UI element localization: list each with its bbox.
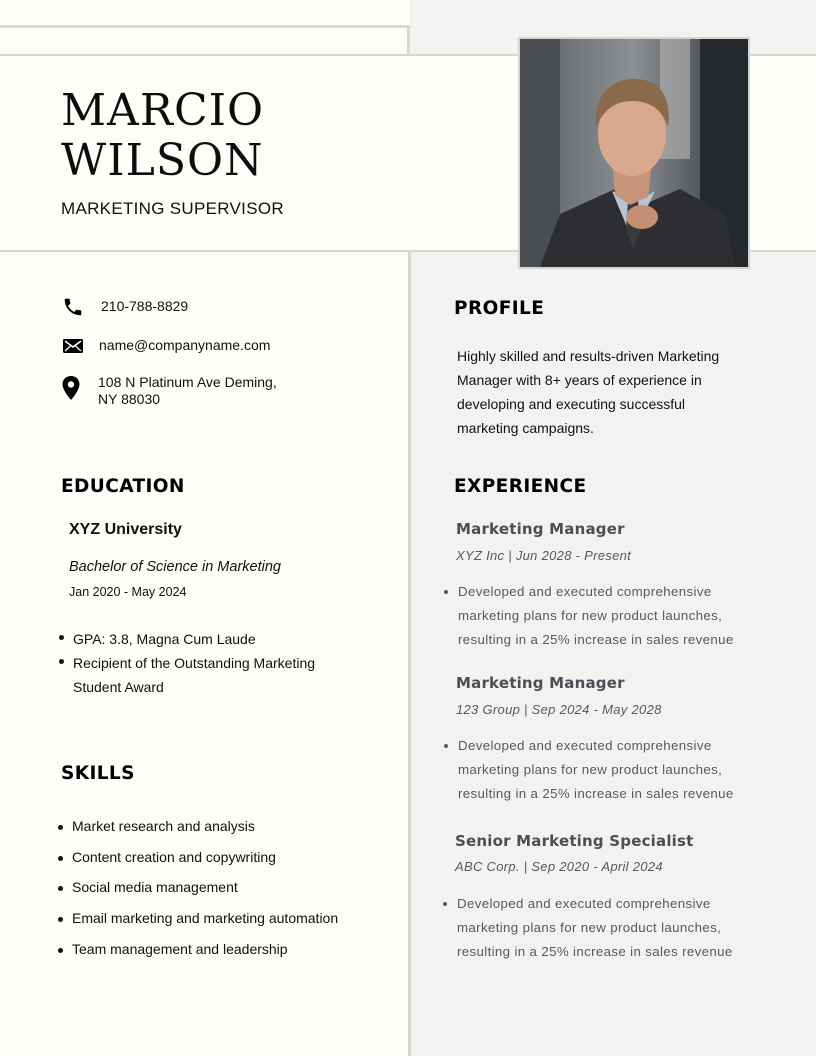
phone-icon bbox=[62, 296, 84, 318]
experience-heading: EXPERIENCE bbox=[454, 476, 587, 497]
education-bullets bbox=[59, 627, 349, 699]
envelope-icon bbox=[62, 336, 84, 358]
profile-summary: Highly skilled and results-driven Marketing Manager with 8+ years of experience in developing and executing successful marketing campaigns. bbox=[457, 348, 720, 436]
name-line-1: MARCIO bbox=[61, 85, 265, 136]
job-bullets-1 bbox=[444, 580, 744, 652]
list-item: Social media management bbox=[58, 878, 388, 896]
name-line-2: WILSON bbox=[61, 135, 264, 186]
list-item: Team management and leadership bbox=[58, 940, 388, 958]
skills-heading: SKILLS bbox=[61, 763, 135, 784]
profile-photo bbox=[518, 37, 750, 269]
address-line-1: 108 N Platinum Ave Deming, bbox=[98, 374, 277, 390]
job-meta-3: ABC Corp. | Sep 2020 - April 2024 bbox=[455, 859, 663, 874]
candidate-name bbox=[61, 86, 264, 186]
job-title-1: Marketing Manager bbox=[456, 520, 625, 538]
column-divider bbox=[408, 250, 411, 1056]
list-item: Developed and executed comprehensive marketing plans for new product launches, resulting in a 25% increase in sales revenue bbox=[443, 892, 743, 964]
job-bullets-2 bbox=[444, 734, 744, 806]
list-item: Market research and analysis bbox=[58, 817, 388, 835]
education-dates: Jan 2020 - May 2024 bbox=[69, 585, 187, 599]
skills-list bbox=[58, 817, 388, 970]
address bbox=[98, 374, 277, 408]
list-item: Developed and executed comprehensive marketing plans for new product launches, resulting in a 25% increase in sales revenue bbox=[444, 734, 744, 806]
email-address: name@companyname.com bbox=[99, 337, 271, 353]
job-title-3: Senior Marketing Specialist bbox=[455, 832, 694, 850]
job-meta-1: XYZ Inc | Jun 2028 - Present bbox=[456, 548, 632, 563]
portrait-illustration bbox=[520, 39, 748, 267]
map-pin-icon bbox=[62, 376, 84, 398]
list-item: Recipient of the Outstanding Marketing Student Award bbox=[59, 651, 349, 699]
job-title: MARKETING SUPERVISOR bbox=[61, 199, 284, 218]
list-item: Email marketing and marketing automation bbox=[58, 909, 388, 927]
profile-heading: PROFILE bbox=[454, 298, 545, 319]
list-item: GPA: 3.8, Magna Cum Laude bbox=[59, 627, 349, 651]
list-item: Developed and executed comprehensive marketing plans for new product launches, resulting in a 25% increase in sales revenue bbox=[444, 580, 744, 652]
address-line-2: NY 88030 bbox=[98, 391, 161, 407]
phone-number: 210-788-8829 bbox=[101, 298, 189, 314]
job-bullets-3 bbox=[443, 892, 743, 964]
degree: Bachelor of Science in Marketing bbox=[69, 559, 281, 575]
school-name: XYZ University bbox=[69, 521, 182, 538]
education-heading: EDUCATION bbox=[61, 476, 185, 497]
job-meta-2: 123 Group | Sep 2024 - May 2028 bbox=[456, 702, 662, 717]
list-item: Content creation and copywriting bbox=[58, 848, 388, 866]
job-title-2: Marketing Manager bbox=[456, 674, 625, 692]
